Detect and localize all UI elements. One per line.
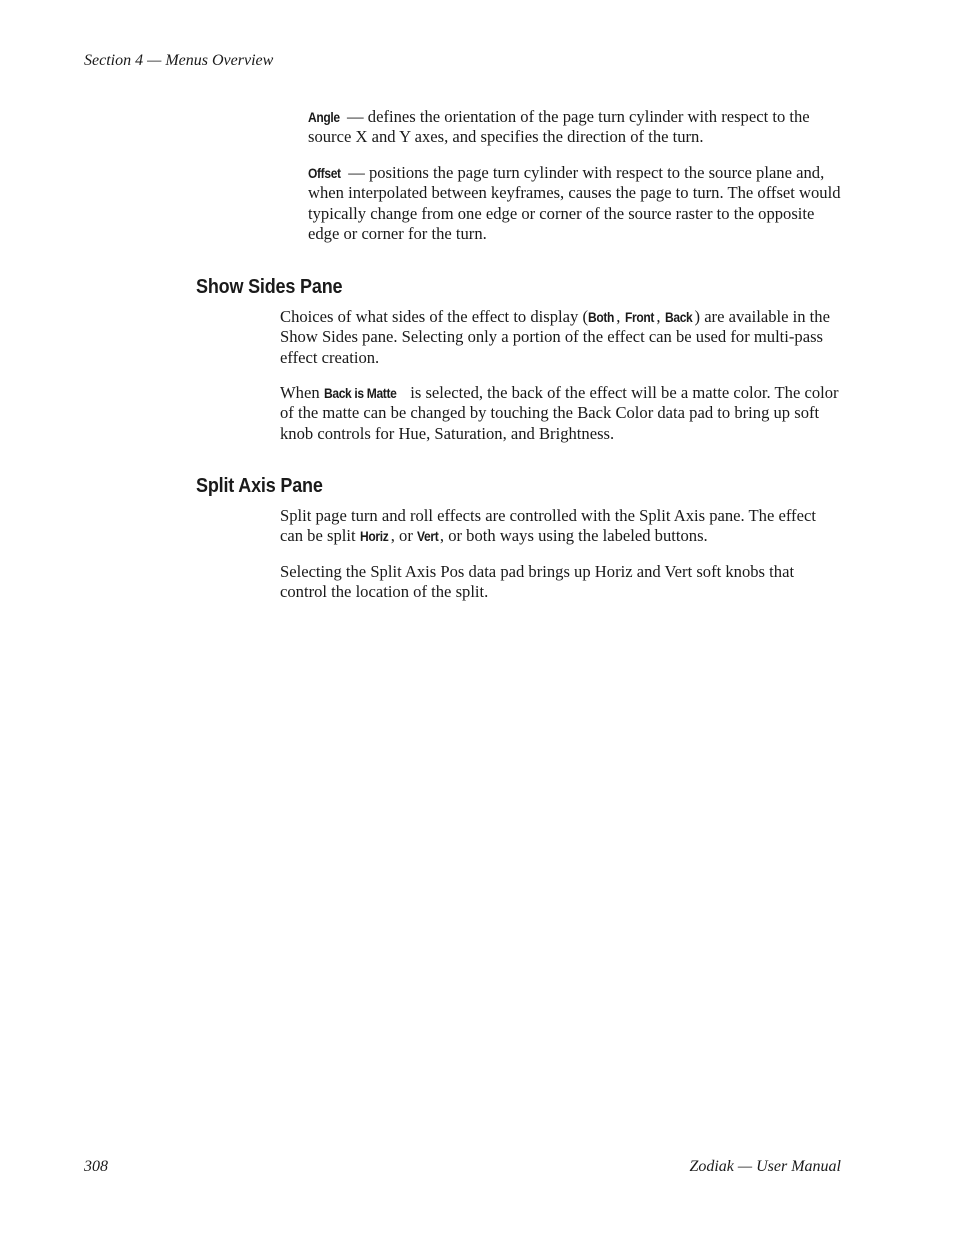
text-run: , xyxy=(656,307,665,326)
term-vert: Vert xyxy=(417,528,439,545)
heading-show-sides-pane: Show Sides Pane xyxy=(196,276,343,298)
show-sides-paragraph-1 xyxy=(280,307,842,368)
page-number: 308 xyxy=(84,1158,108,1175)
running-head: Section 4 — Menus Overview xyxy=(84,52,274,69)
manual-title: Zodiak — User Manual xyxy=(689,1158,841,1175)
text-run: , or xyxy=(390,526,418,546)
text-run: , xyxy=(616,307,625,326)
split-axis-paragraph-2: Selecting the Split Axis Pos data pad brings up Horiz and Vert soft knobs that control the location of the split. xyxy=(280,562,795,602)
text-run: Choices of what sides of the effect to display ( xyxy=(280,307,588,326)
offset-description: — positions the page turn cylinder with respect to the source plane and, when interpolated between keyframes, causes the page to turn. The offset would typically change from one edge or corner of the source raster to the opposite edge or corner for the turn. xyxy=(308,163,841,244)
term-angle: Angle xyxy=(308,109,340,125)
text-run: is selected, the back of the effect will be a matte color. The color of the matte can be changed by touching the Back Color data pad to bring up soft knob controls for Hue, Saturation, and Brightness. xyxy=(280,383,839,443)
text-run: When xyxy=(280,383,324,402)
show-sides-paragraph-2 xyxy=(280,383,842,444)
term-back-is-matte: Back is Matte xyxy=(323,385,397,401)
term-offset: Offset xyxy=(308,165,341,181)
text-run: Split page turn and roll effects are controlled with the Split Axis pane. The effect can be split xyxy=(280,506,816,546)
text-run: , or both ways using the labeled buttons. xyxy=(439,526,708,546)
term-both: Both xyxy=(587,309,615,325)
term-horiz: Horiz xyxy=(359,528,389,545)
term-front: Front xyxy=(624,309,654,325)
angle-description: — defines the orientation of the page turn cylinder with respect to the source X and Y axes, and specifies the direction of the turn. xyxy=(308,107,810,147)
heading-split-axis-pane: Split Axis Pane xyxy=(196,475,323,497)
text-run: ) are available in the Show Sides pane. Selecting only a portion of the effect can be used for multi-pass effect creation. xyxy=(280,307,830,367)
offset-paragraph xyxy=(308,163,842,245)
angle-paragraph xyxy=(308,107,842,148)
split-axis-paragraph-1 xyxy=(280,506,842,547)
term-back: Back xyxy=(664,309,693,325)
